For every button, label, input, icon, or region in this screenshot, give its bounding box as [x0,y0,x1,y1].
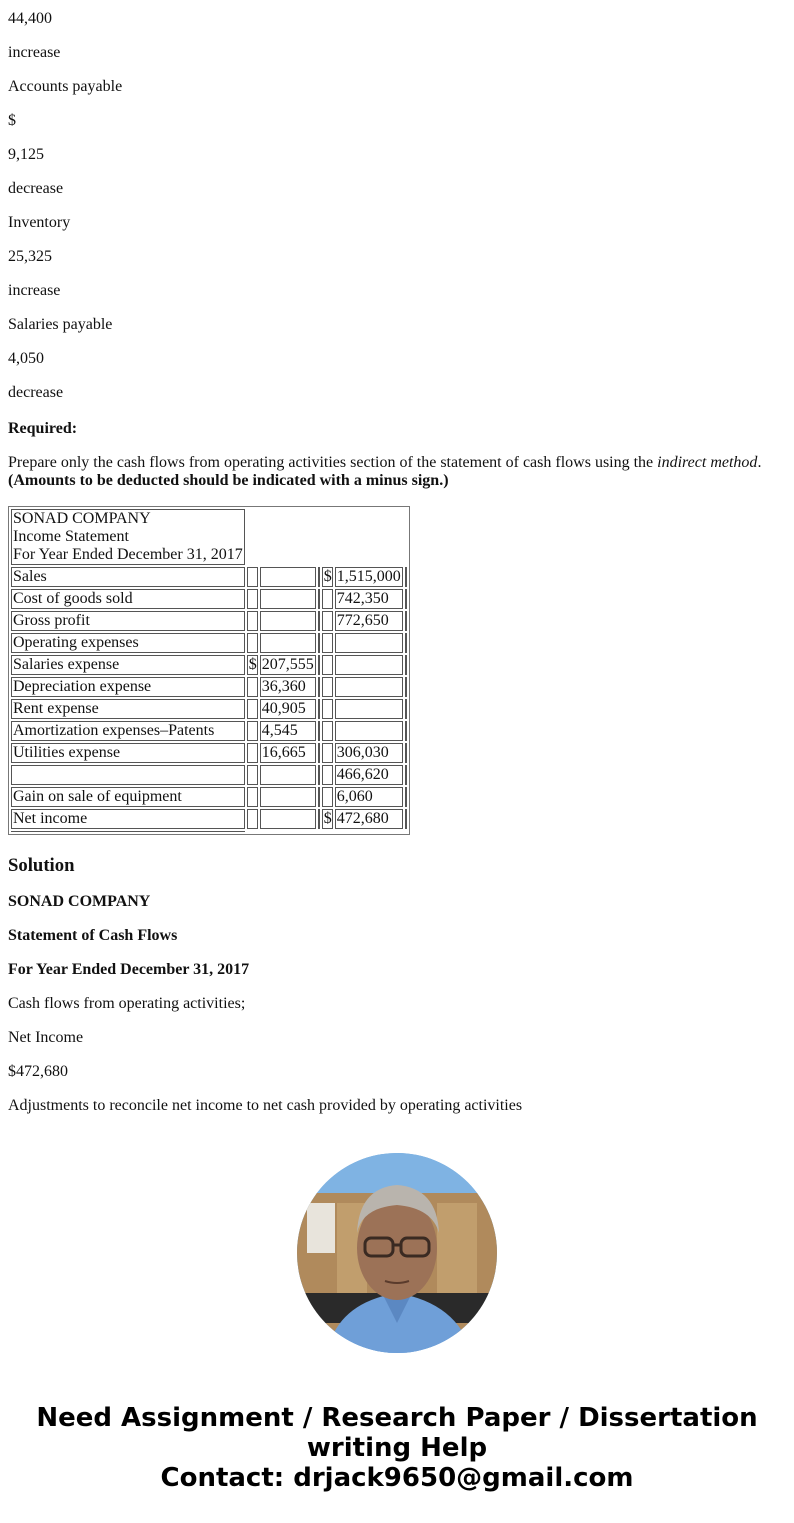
operating-section-label: Cash flows from operating activities; [8,995,246,1012]
total-currency [322,633,333,653]
row-label [11,765,245,785]
amount-value: 40,905 [260,699,316,719]
row-label: Cost of goods sold [11,589,245,609]
title-spacer [247,509,407,565]
amount-currency [247,633,258,653]
change-direction: increase [8,282,61,299]
spacer-cell [405,809,407,829]
income-row [11,611,407,631]
amount-value [260,765,316,785]
income-title-cell [11,509,245,565]
spacer-cell [318,655,320,675]
amount-currency: $ [248,656,257,673]
amount-value [260,611,316,631]
adjustments-label: Adjustments to reconcile net income to net cash provided by operating activities [8,1097,523,1114]
spacer-cell [318,699,320,719]
spacer-cell [405,589,407,609]
instruction-method: indirect method [657,454,758,471]
document-body [8,0,786,1122]
income-row [11,633,407,653]
spacer-cell [405,787,407,807]
amount-value [260,633,316,653]
income-row [11,567,407,587]
total-value [335,633,403,653]
total-value [335,677,403,697]
total-value: 472,680 [335,809,403,829]
instruction-note: (Amounts to be deducted should be indicated with a minus sign.) [8,472,449,489]
statement-name: Income Statement [13,528,129,545]
change-direction: increase [8,44,61,61]
promo-line-2: writing Help [306,1433,488,1463]
instruction-text: Prepare only the cash flows from operating activities section of the statement of cash flows using the [8,454,658,471]
total-currency [322,655,333,675]
change-direction: decrease [8,180,64,197]
row-label: Amortization expenses–Patents [11,721,245,741]
amount-value: 36,360 [260,677,316,697]
total-value [335,721,403,741]
total-currency [322,611,333,631]
required-heading: Required: [8,420,78,437]
spacer-cell [318,721,320,741]
total-value: 742,350 [335,589,403,609]
income-row [11,589,407,609]
income-row [11,655,407,675]
row-label: Rent expense [11,699,245,719]
spacer-cell [318,611,320,631]
amount-value: 16,665 [260,743,316,763]
amount-currency [247,611,258,631]
row-label: Utilities expense [11,743,245,763]
promo-banner [0,1403,794,1493]
amount-currency [247,765,258,785]
spacer-cell [405,633,407,653]
total-value: 466,620 [335,765,403,785]
amount-currency [247,721,258,741]
income-row [11,765,407,785]
author-avatar [297,1153,497,1353]
total-value: 1,515,000 [336,568,401,585]
income-row [11,743,407,763]
total-currency [322,677,333,697]
spacer-cell [318,677,320,697]
amount-value [260,787,316,807]
row-label: Net income [11,809,245,829]
promo-line-1: Need Assignment / Research Paper / Dissertation [36,1403,758,1433]
row-label: Operating expenses [11,633,245,653]
change-amount: 44,400 [8,10,52,27]
income-row [11,787,407,807]
solution-period: For Year Ended December 31, 2017 [8,961,250,978]
company-name: SONAD COMPANY [13,510,151,527]
row-label: Sales [11,567,245,587]
income-statement-table [8,506,410,835]
net-income-label: Net Income [8,1029,84,1046]
amount-currency [247,567,258,587]
spacer-cell [405,611,407,631]
spacer-cell [405,655,407,675]
spacer-cell [405,699,407,719]
total-currency [322,589,333,609]
change-direction: decrease [8,384,64,401]
net-income-value: $472,680 [8,1063,68,1080]
spacer-cell [318,567,320,587]
total-value: 6,060 [335,787,403,807]
solution-company: SONAD COMPANY [8,893,151,910]
double-underline [11,831,245,832]
given-data-list [8,10,786,402]
amount-currency [247,809,258,829]
spacer-cell [405,567,407,587]
amount-currency [247,743,258,763]
total-value [335,655,403,675]
amount-currency [247,787,258,807]
amount-value: 4,545 [260,721,316,741]
spacer-cell [405,677,407,697]
author-photo-icon [297,1153,497,1353]
amount-value [260,809,316,829]
change-amount: 4,050 [8,350,44,367]
row-label: Salaries expense [11,655,245,675]
amount-value [260,589,316,609]
income-row [11,677,407,697]
spacer-cell [318,743,320,763]
instruction-paragraph [8,454,786,490]
amount-value: 207,555 [261,656,314,673]
total-value [335,699,403,719]
spacer-cell [318,809,320,829]
instruction-period: . [757,454,762,471]
promo-contact[interactable]: Contact: drjack9650@gmail.com [160,1463,634,1493]
statement-period: For Year Ended December 31, 2017 [13,546,243,563]
spacer-cell [405,765,407,785]
spacer-cell [405,721,407,741]
row-label: Gross profit [11,611,245,631]
currency-symbol: $ [8,112,16,129]
amount-currency [247,589,258,609]
total-currency [322,699,333,719]
double-underline-row [11,831,407,832]
change-amount: 25,325 [8,248,52,265]
account-label: Salaries payable [8,316,113,333]
amount-value [260,567,316,587]
income-row [11,809,407,829]
spacer-cell [318,589,320,609]
account-label: Accounts payable [8,78,123,95]
spacer-cell [405,743,407,763]
total-value: 772,650 [335,611,403,631]
total-currency [322,721,333,741]
tail-spacer [247,831,407,832]
total-currency [322,743,333,763]
row-label: Gain on sale of equipment [11,787,245,807]
solution-statement-title: Statement of Cash Flows [8,927,178,944]
row-label: Depreciation expense [11,677,245,697]
income-row [11,699,407,719]
amount-currency [247,699,258,719]
total-currency: $ [323,568,332,585]
solution-heading: Solution [8,855,75,876]
total-value: 306,030 [335,743,403,763]
income-row [11,721,407,741]
spacer-cell [318,787,320,807]
amount-currency [247,677,258,697]
spacer-cell [318,633,320,653]
total-currency [322,765,333,785]
total-currency [322,787,333,807]
total-currency: $ [323,810,332,827]
change-amount: 9,125 [8,146,44,163]
spacer-cell [318,765,320,785]
account-label: Inventory [8,214,71,231]
income-title-row [11,509,407,565]
